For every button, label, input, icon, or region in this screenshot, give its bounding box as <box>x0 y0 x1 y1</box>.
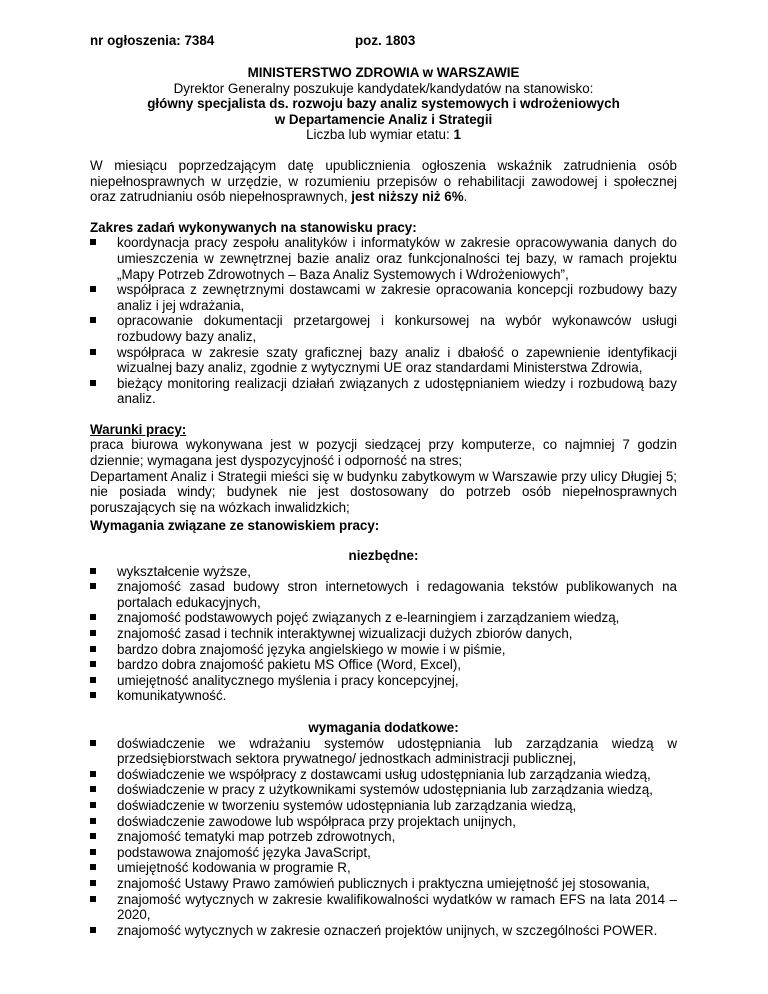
list-item: opracowanie dokumentacji przetargowej i konkursowej na wybór wykonawców usługi rozbudowy bazy analiz, <box>90 313 677 344</box>
square-bullet-icon <box>90 786 96 792</box>
employment-notice <box>90 158 677 205</box>
list-item: znajomość wytycznych w zakresie oznaczeń projektów unijnych, w szczególności POWER. <box>90 923 677 939</box>
list-item: doświadczenie zawodowe lub współpraca przy projektach unijnych, <box>90 814 677 830</box>
square-bullet-icon <box>90 864 96 870</box>
square-bullet-icon <box>90 833 96 839</box>
list-item: doświadczenie we wdrażaniu systemów udostępniania lub zarządzania wiedzą w przedsiębiorstwach sektora prywatnego/ jednostkach administracji publicznej, <box>90 736 677 767</box>
square-bullet-icon <box>90 771 96 777</box>
list-item: podstawowa znajomość języka JavaScript, <box>90 845 677 861</box>
list-item: komunikatywność. <box>90 688 677 704</box>
square-bullet-icon <box>90 880 96 886</box>
required-list <box>90 564 677 704</box>
duties-list <box>90 235 677 407</box>
page-header <box>90 33 416 49</box>
list-item: doświadczenie w pracy z użytkownikami systemów udostępniania lub zarządzania wiedzą, <box>90 782 677 798</box>
list-item: doświadczenie we współpracy z dostawcami usług udostępniania lub zarządzania wiedzą, <box>90 767 677 783</box>
fte-value: 1 <box>453 127 461 143</box>
additional-list <box>90 736 677 939</box>
list-item: znajomość zasad budowy stron internetowych i redagowania tekstów publikowanych na portalach edukacyjnych, <box>90 579 677 610</box>
list-item: znajomość podstawowych pojęć związanych z e-learningiem i zarządzaniem wiedzą, <box>90 610 677 626</box>
required-heading: niezbędne: <box>348 548 419 564</box>
additional-heading: wymagania dodatkowe: <box>308 719 459 735</box>
square-bullet-icon <box>90 630 96 636</box>
intro-line: Dyrektor Generalny poszukuje kandydatek/kandydatów na stanowisko: <box>173 80 594 96</box>
square-bullet-icon <box>90 818 96 824</box>
square-bullet-icon <box>90 568 96 574</box>
list-item: bardzo dobra znajomość języka angielskiego w mowie i w piśmie, <box>90 642 677 658</box>
square-bullet-icon <box>90 614 96 620</box>
fte-line <box>90 127 677 143</box>
list-item: bardzo dobra znajomość pakietu MS Office (Word, Excel), <box>90 657 677 673</box>
square-bullet-icon <box>90 896 96 902</box>
job-title-line2: w Departamencie Analiz i Strategii <box>274 111 493 127</box>
square-bullet-icon <box>90 317 96 323</box>
square-bullet-icon <box>90 380 96 386</box>
fte-label: Liczba lub wymiar etatu: <box>306 127 454 143</box>
square-bullet-icon <box>90 583 96 589</box>
document-body <box>90 65 677 938</box>
ad-number: nr ogłoszenia: 7384 <box>90 33 215 48</box>
square-bullet-icon <box>90 349 96 355</box>
square-bullet-icon <box>90 927 96 933</box>
list-item: doświadczenie w tworzeniu systemów udostępniania lub zarządzania wiedzą, <box>90 798 677 814</box>
list-item: współpraca w zakresie szaty graficznej bazy analiz i dbałość o zapewnienie identyfikacji wizualnej bazy analiz, zgodnie z wytycznymi UE oraz standardami Ministerstwa Zdrowia, <box>90 345 677 376</box>
list-item: umiejętność kodowania w programie R, <box>90 860 677 876</box>
requirements-heading: Wymagania związane ze stanowiskiem pracy: <box>90 518 380 534</box>
list-item: wykształcenie wyższe, <box>90 564 677 580</box>
square-bullet-icon <box>90 677 96 683</box>
employment-notice-end: . <box>463 189 468 205</box>
square-bullet-icon <box>90 239 96 245</box>
square-bullet-icon <box>90 802 96 808</box>
employment-notice-emphasis: jest niższy niż 6% <box>351 189 464 205</box>
conditions-text-2: Departament Analiz i Strategii mieści się w budynku zabytkowym w Warszawie przy ulicy Długiej 5; nie posiada windy; budynek nie jest dostosowany do potrzeb osób niepełnosprawnych poruszających się na wózkach inwalidzkich; <box>90 468 677 515</box>
square-bullet-icon <box>90 692 96 698</box>
square-bullet-icon <box>90 286 96 292</box>
list-item: znajomość zasad i technik interaktywnej wizualizacji dużych zbiorów danych, <box>90 626 677 642</box>
square-bullet-icon <box>90 646 96 652</box>
ministry-title: MINISTERSTWO ZDROWIA w WARSZAWIE <box>247 65 520 80</box>
conditions-text-1: praca biurowa wykonywana jest w pozycji siedzącej przy komputerze, co najmniej 7 godzin dziennie; wymagana jest dyspozycyjność i odporność na stres; <box>90 437 677 469</box>
duties-heading: Zakres zadań wykonywanych na stanowisku pracy: <box>90 219 417 235</box>
job-title-line1: główny specjalista ds. rozwoju bazy analiz systemowych i wdrożeniowych <box>147 96 620 112</box>
square-bullet-icon <box>90 849 96 855</box>
employment-notice-text: W miesiącu poprzedzającym datę upublicznienia ogłoszenia wskaźnik zatrudnienia osób niepełnosprawnych w urzędzie, w rozumieniu przepisów o rehabilitacji zawodowej i społecznej oraz zatrudnianiu osób niepełnosprawnych, <box>90 157 677 205</box>
list-item: koordynacja pracy zespołu analityków i informatyków w zakresie opracowywania danych do umieszczenia w zewnętrznej bazie analiz oraz funkcjonalności tej bazy, w ramach projektu „Mapy Potrzeb Zdrowotnych – Baza Analiz Systemowych i Wdrożeniowych”, <box>90 235 677 282</box>
list-item: znajomość Ustawy Prawo zamówień publicznych i praktyczna umiejętność jej stosowania, <box>90 876 677 892</box>
position-number: poz. 1803 <box>355 33 416 48</box>
list-item: znajomość wytycznych w zakresie kwalifikowalności wydatków w ramach EFS na lata 2014 – 2020, <box>90 892 677 923</box>
list-item: znajomość tematyki map potrzeb zdrowotnych, <box>90 829 677 845</box>
list-item: umiejętność analitycznego myślenia i pracy koncepcyjnej, <box>90 673 677 689</box>
square-bullet-icon <box>90 740 96 746</box>
list-item: współpraca z zewnętrznymi dostawcami w zakresie opracowania koncepcji rozbudowy bazy analiz i jej wdrażania, <box>90 282 677 313</box>
conditions-heading: Warunki pracy: <box>90 421 187 437</box>
square-bullet-icon <box>90 661 96 667</box>
list-item: bieżący monitoring realizacji działań związanych z udostępnianiem wiedzy i rozbudową bazy analiz. <box>90 376 677 407</box>
